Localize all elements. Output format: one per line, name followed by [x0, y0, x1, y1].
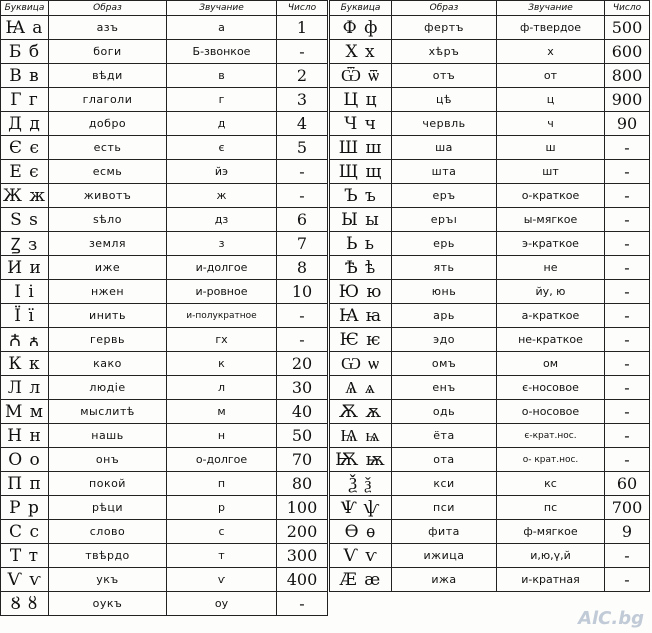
table-row	[1, 160, 328, 184]
sound-cell: ж	[167, 184, 277, 208]
name-cell: фертъ	[392, 16, 497, 40]
table-row	[1, 112, 328, 136]
number-cell: -	[605, 424, 650, 448]
number-cell: -	[605, 280, 650, 304]
header-row	[330, 1, 650, 16]
name-cell: ижа	[392, 568, 497, 592]
table-row	[1, 256, 328, 280]
letter-cell: Б б	[1, 40, 49, 64]
table-row	[330, 40, 650, 64]
letter-cell: Л л	[1, 376, 49, 400]
table-row	[1, 472, 328, 496]
sound-cell: Б-звонкое	[167, 40, 277, 64]
number-cell: 5	[277, 136, 328, 160]
header-image: Образ	[49, 1, 167, 16]
header-number: Число	[605, 1, 650, 16]
letter-cell: Д д	[1, 112, 49, 136]
letter-cell: Ꙁ з	[1, 232, 49, 256]
sound-cell: от	[497, 64, 605, 88]
name-cell: есть	[49, 136, 167, 160]
alphabet-table-right	[329, 0, 650, 592]
name-cell: пси	[392, 496, 497, 520]
number-cell: -	[605, 544, 650, 568]
letter-cell: Ѧ ѧ	[330, 376, 392, 400]
number-cell: 8	[277, 256, 328, 280]
table-row	[1, 280, 328, 304]
sound-cell: дз	[167, 208, 277, 232]
sound-cell: и-ровное	[167, 280, 277, 304]
letter-cell: Ж ж	[1, 184, 49, 208]
number-cell: 60	[605, 472, 650, 496]
sound-cell: м	[167, 400, 277, 424]
header-row	[1, 1, 328, 16]
letter-cell: Ѭ ѭ	[330, 448, 392, 472]
letter-cell: К к	[1, 352, 49, 376]
letter-cell: Ꙗ а	[1, 16, 49, 40]
number-cell: 40	[277, 400, 328, 424]
name-cell: укъ	[49, 568, 167, 592]
table-row	[1, 16, 328, 40]
name-cell: арь	[392, 304, 497, 328]
number-cell: 3	[277, 88, 328, 112]
number-cell: -	[277, 328, 328, 352]
letter-cell: Ѿ ѿ	[330, 64, 392, 88]
number-cell: -	[605, 352, 650, 376]
sound-cell: кс	[497, 472, 605, 496]
letter-cell: О о	[1, 448, 49, 472]
number-cell: -	[277, 160, 328, 184]
number-cell: 800	[605, 64, 650, 88]
name-cell: онъ	[49, 448, 167, 472]
table-row	[1, 400, 328, 424]
header-letter: Буквица	[330, 1, 392, 16]
sound-cell: с	[167, 520, 277, 544]
sound-cell: ш	[497, 136, 605, 160]
letter-cell: Р р	[1, 496, 49, 520]
table-row	[1, 592, 328, 616]
letter-cell: Ꙗ ꙗ	[330, 304, 392, 328]
number-cell: 200	[277, 520, 328, 544]
letter-cell: Н н	[1, 424, 49, 448]
sound-cell: ч	[497, 112, 605, 136]
table-row	[1, 136, 328, 160]
letter-cell: Ѩ ѩ	[330, 424, 392, 448]
name-cell: омъ	[392, 352, 497, 376]
number-cell: -	[277, 184, 328, 208]
letter-cell: Ъ ъ	[330, 184, 392, 208]
table-row	[330, 352, 650, 376]
sound-cell: о-носовое	[497, 400, 605, 424]
number-cell: 600	[605, 40, 650, 64]
name-cell: хѣръ	[392, 40, 497, 64]
name-cell: азъ	[49, 16, 167, 40]
number-cell: -	[605, 448, 650, 472]
letter-cell: Ѕ ѕ	[1, 208, 49, 232]
table-row	[330, 208, 650, 232]
sound-cell: л	[167, 376, 277, 400]
sound-cell: ф-мягкое	[497, 520, 605, 544]
letter-cell: Ѵ ѵ	[1, 568, 49, 592]
sound-cell: о-краткое	[497, 184, 605, 208]
name-cell: иже	[49, 256, 167, 280]
alphabet-table-left	[0, 0, 328, 616]
table-row	[1, 376, 328, 400]
sound-cell: ы-мягкое	[497, 208, 605, 232]
sound-cell: и,ю,ү,й	[497, 544, 605, 568]
letter-cell: Ы ы	[330, 208, 392, 232]
sound-cell: йу, ю	[497, 280, 605, 304]
letter-cell: Г г	[1, 88, 49, 112]
table-row	[1, 352, 328, 376]
table-row	[330, 328, 650, 352]
number-cell: -	[277, 40, 328, 64]
letter-cell: М м	[1, 400, 49, 424]
sound-cell: є-крат.нос.	[497, 424, 605, 448]
letter-cell: Ф ф	[330, 16, 392, 40]
number-cell: -	[605, 160, 650, 184]
name-cell: глаголи	[49, 88, 167, 112]
table-row	[330, 400, 650, 424]
table-row	[330, 256, 650, 280]
sound-cell: о- крат.нос.	[497, 448, 605, 472]
letter-cell: Ч ч	[330, 112, 392, 136]
number-cell: 1	[277, 16, 328, 40]
letter-cell: С с	[1, 520, 49, 544]
letter-cell: Ю ю	[330, 280, 392, 304]
number-cell: 80	[277, 472, 328, 496]
table-row	[1, 40, 328, 64]
table-row	[330, 16, 650, 40]
number-cell: -	[605, 400, 650, 424]
name-cell: енъ	[392, 376, 497, 400]
number-cell: 90	[605, 112, 650, 136]
letter-cell: Є є	[1, 136, 49, 160]
letter-cell: Ѫ ѫ	[330, 400, 392, 424]
header-letter: Буквица	[1, 1, 49, 16]
letter-cell: Ѱ ѱ	[330, 496, 392, 520]
name-cell: людіе	[49, 376, 167, 400]
name-cell: ерь	[392, 232, 497, 256]
header-image: Образ	[392, 1, 497, 16]
letter-cell: І і	[1, 280, 49, 304]
name-cell: инить	[49, 304, 167, 328]
header-number: Число	[277, 1, 328, 16]
number-cell: -	[605, 136, 650, 160]
header-sound: Звучание	[497, 1, 605, 16]
name-cell: еръ	[392, 184, 497, 208]
number-cell: 300	[277, 544, 328, 568]
number-cell: -	[605, 304, 650, 328]
name-cell: слово	[49, 520, 167, 544]
letter-cell: Ї ї	[1, 304, 49, 328]
name-cell: боги	[49, 40, 167, 64]
sound-cell: о-долгое	[167, 448, 277, 472]
table-row	[1, 520, 328, 544]
number-cell: 10	[277, 280, 328, 304]
table-row	[330, 64, 650, 88]
name-cell: твѣрдо	[49, 544, 167, 568]
sound-cell: ф-твердое	[497, 16, 605, 40]
letter-cell: Ѵ ѵ	[330, 544, 392, 568]
table-row	[1, 328, 328, 352]
name-cell: оукъ	[49, 592, 167, 616]
sound-cell: не	[497, 256, 605, 280]
number-cell: 30	[277, 376, 328, 400]
name-cell: одь	[392, 400, 497, 424]
sound-cell: д	[167, 112, 277, 136]
sound-cell: р	[167, 496, 277, 520]
sound-cell: п	[167, 472, 277, 496]
sound-cell: и-кратная	[497, 568, 605, 592]
sound-cell: и-долгое	[167, 256, 277, 280]
letter-cell: Ӕ ӕ	[330, 568, 392, 592]
sound-cell: йэ	[167, 160, 277, 184]
table-row	[330, 232, 650, 256]
sound-cell: к	[167, 352, 277, 376]
number-cell: 9	[605, 520, 650, 544]
name-cell: ёта	[392, 424, 497, 448]
table-row	[1, 184, 328, 208]
letter-cell: Ѯ ѯ	[330, 472, 392, 496]
letter-cell: Х х	[330, 40, 392, 64]
number-cell: 4	[277, 112, 328, 136]
letter-cell: Щ щ	[330, 160, 392, 184]
table-row	[330, 280, 650, 304]
sound-cell: а	[167, 16, 277, 40]
name-cell: земля	[49, 232, 167, 256]
name-cell: есмь	[49, 160, 167, 184]
name-cell: ша	[392, 136, 497, 160]
sound-cell: пс	[497, 496, 605, 520]
sound-cell: гх	[167, 328, 277, 352]
table-row	[330, 184, 650, 208]
table-row	[1, 568, 328, 592]
table-row	[330, 544, 650, 568]
table-row	[330, 376, 650, 400]
number-cell: -	[605, 328, 650, 352]
letter-cell: Ѳ ѳ	[330, 520, 392, 544]
number-cell: -	[605, 208, 650, 232]
sound-cell: х	[497, 40, 605, 64]
table-row	[330, 160, 650, 184]
name-cell: отъ	[392, 64, 497, 88]
sound-cell: ом	[497, 352, 605, 376]
name-cell: кси	[392, 472, 497, 496]
name-cell: животъ	[49, 184, 167, 208]
name-cell: ижица	[392, 544, 497, 568]
table-row	[330, 472, 650, 496]
table-row	[1, 304, 328, 328]
name-cell: нашь	[49, 424, 167, 448]
table-row	[330, 136, 650, 160]
sound-cell: и-полукратное	[167, 304, 277, 328]
name-cell: гервь	[49, 328, 167, 352]
sound-cell: ѵ	[167, 568, 277, 592]
sound-cell: є	[167, 136, 277, 160]
number-cell: -	[277, 304, 328, 328]
number-cell: 500	[605, 16, 650, 40]
letter-cell: Ш ш	[330, 136, 392, 160]
sound-cell: в	[167, 64, 277, 88]
letter-cell: Т т	[1, 544, 49, 568]
number-cell: 7	[277, 232, 328, 256]
name-cell: эдо	[392, 328, 497, 352]
number-cell: -	[605, 232, 650, 256]
table-row	[1, 88, 328, 112]
letter-cell: Ь ь	[330, 232, 392, 256]
table-row	[1, 208, 328, 232]
name-cell: фита	[392, 520, 497, 544]
table-row	[1, 544, 328, 568]
table-row	[330, 520, 650, 544]
name-cell: рѣци	[49, 496, 167, 520]
letter-cell: П п	[1, 472, 49, 496]
number-cell: -	[605, 256, 650, 280]
number-cell: 700	[605, 496, 650, 520]
table-row	[330, 568, 650, 592]
sound-cell: не-краткое	[497, 328, 605, 352]
sound-cell: а-краткое	[497, 304, 605, 328]
sound-cell: є-носовое	[497, 376, 605, 400]
letter-cell: Ц ц	[330, 88, 392, 112]
table-row	[330, 88, 650, 112]
name-cell: юнь	[392, 280, 497, 304]
sound-cell: ц	[497, 88, 605, 112]
table-row	[330, 304, 650, 328]
name-cell: нжен	[49, 280, 167, 304]
name-cell: ѕѣло	[49, 208, 167, 232]
letter-cell: Е є	[1, 160, 49, 184]
name-cell: цѣ	[392, 88, 497, 112]
sound-cell: г	[167, 88, 277, 112]
table-row	[1, 496, 328, 520]
sound-cell: э-краткое	[497, 232, 605, 256]
name-cell: вѣди	[49, 64, 167, 88]
name-cell: добро	[49, 112, 167, 136]
letter-cell: Ѥ ѥ	[330, 328, 392, 352]
number-cell: -	[605, 184, 650, 208]
sound-cell: шт	[497, 160, 605, 184]
table-row	[330, 112, 650, 136]
name-cell: мыслитѣ	[49, 400, 167, 424]
number-cell: -	[605, 568, 650, 592]
letter-cell: Ȣ ȣ	[1, 592, 49, 616]
name-cell: како	[49, 352, 167, 376]
letter-cell: Ѣ ѣ	[330, 256, 392, 280]
sound-cell: т	[167, 544, 277, 568]
name-cell: еръı	[392, 208, 497, 232]
number-cell: 900	[605, 88, 650, 112]
table-row	[330, 448, 650, 472]
number-cell: 2	[277, 64, 328, 88]
name-cell: шта	[392, 160, 497, 184]
watermark-logo: AlC.bg	[578, 608, 644, 629]
sound-cell: з	[167, 232, 277, 256]
name-cell: покой	[49, 472, 167, 496]
number-cell: 20	[277, 352, 328, 376]
number-cell: 100	[277, 496, 328, 520]
number-cell: -	[605, 376, 650, 400]
name-cell: ять	[392, 256, 497, 280]
letter-cell: В в	[1, 64, 49, 88]
sound-cell: оу	[167, 592, 277, 616]
number-cell: 6	[277, 208, 328, 232]
table-row	[1, 448, 328, 472]
table-row	[1, 232, 328, 256]
header-sound: Звучание	[167, 1, 277, 16]
table-row	[330, 424, 650, 448]
name-cell: ота	[392, 448, 497, 472]
number-cell: 70	[277, 448, 328, 472]
number-cell: 400	[277, 568, 328, 592]
table-row	[1, 64, 328, 88]
name-cell: червль	[392, 112, 497, 136]
letter-cell: Ꙉ ꙉ	[1, 328, 49, 352]
number-cell: -	[277, 592, 328, 616]
table-row	[330, 496, 650, 520]
number-cell: 50	[277, 424, 328, 448]
table-row	[1, 424, 328, 448]
letter-cell: Ѡ ѡ	[330, 352, 392, 376]
sound-cell: н	[167, 424, 277, 448]
letter-cell: И и	[1, 256, 49, 280]
